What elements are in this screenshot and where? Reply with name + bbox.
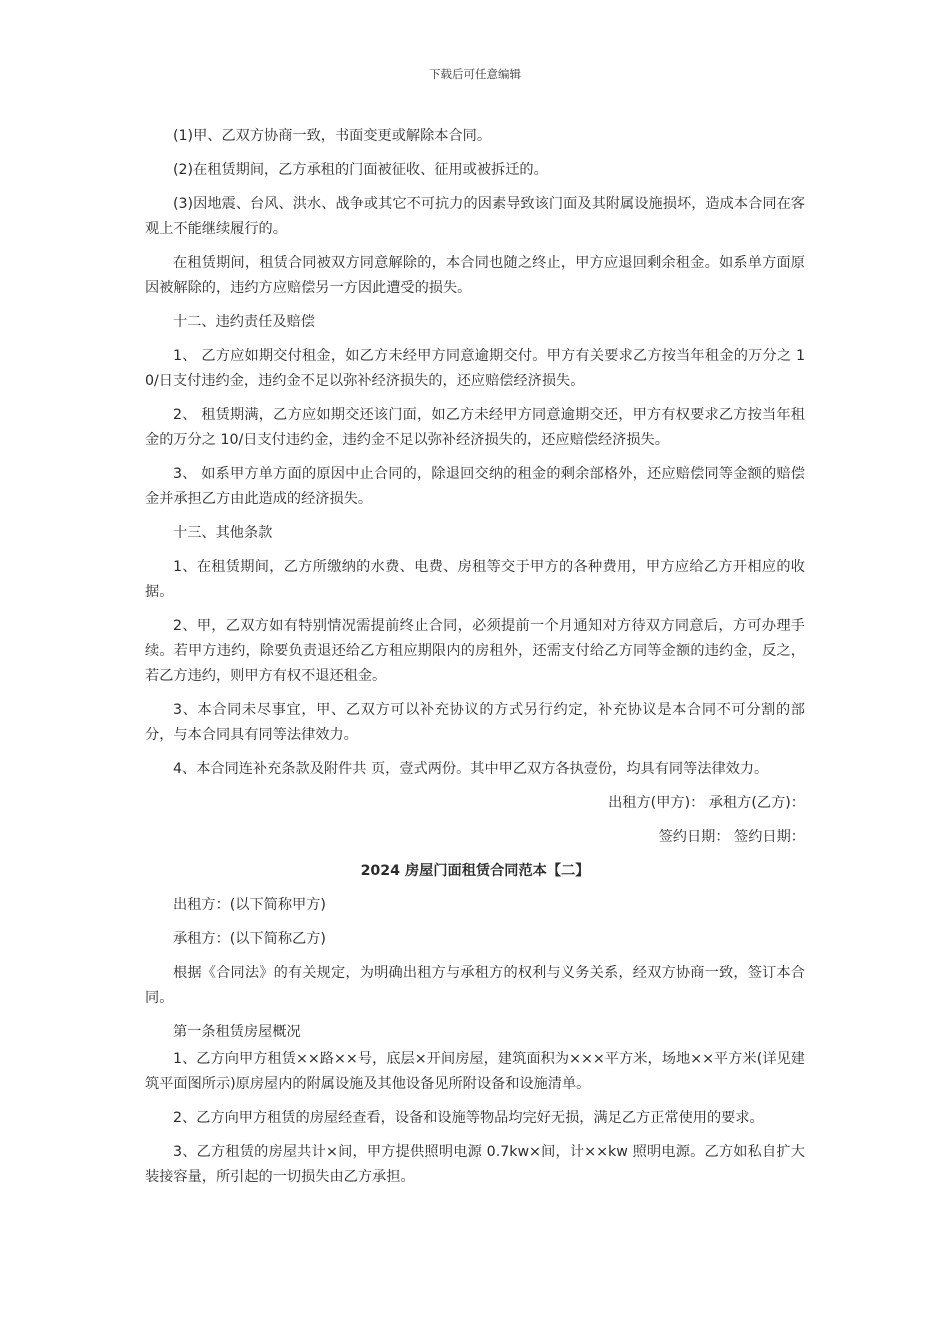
clause-paragraph: 3、乙方租赁的房屋共计×间，甲方提供照明电源 0.7kw×间，计××kw 照明电源。乙方如私自扩大装接容量，所引起的一切损失由乙方承担。 [145, 1144, 805, 1185]
clause-paragraph: 1、 乙方应如期交付租金，如乙方未经甲方同意逾期交付。甲方有关要求乙方按当年租金的万分之 10/日支付违约金，违约金不足以弥补经济损失的，还应赔偿经济损失。 [145, 348, 805, 389]
article-heading: 第一条租赁房屋概况 [173, 1024, 301, 1040]
signature-parties: 出租方(甲方)： 承租方(乙方)： [608, 795, 805, 811]
clause-paragraph: 2、 租赁期满，乙方应如期交还该门面，如乙方未经甲方同意逾期交还，甲方有权要求乙方按当年租金的万分之 10/日支付违约金，违约金不足以弥补经济损失的，还应赔偿经济损失。 [145, 407, 805, 448]
clause-paragraph: 4、本合同连补充条款及附件共 页，壹式两份。其中甲乙双方各执壹份，均具有同等法律效力。 [173, 761, 769, 777]
clause-paragraph: 2、甲，乙双方如有特别情况需提前终止合同，必须提前一个月通知对方待双方同意后，方可办理手续。若甲方违约，除要负责退还给乙方租应期限内的房租外，还需支付给乙方同等金额的违约金，反之，若乙方违约，则甲方有权不退还租金。 [145, 618, 805, 684]
preamble-paragraph: 根据《合同法》的有关规定，为明确出租方与承租方的权利与义务关系，经双方协商一致，签订本合同。 [145, 965, 805, 1006]
clause-paragraph: 3、本合同未尽事宜，甲、乙双方可以补充协议的方式另行约定，补充协议是本合同不可分割的部分，与本合同具有同等法律效力。 [145, 702, 805, 743]
clause-paragraph: 1、乙方向甲方租赁××路××号，底层×开间房屋，建筑面积为×××平方米，场地××平方米(详见建筑平面图所示)原房屋内的附属设施及其他设备见所附设备和设施清单。 [145, 1051, 805, 1092]
clause-paragraph: (3)因地震、台风、洪水、战争或其它不可抗力的因素导致该门面及其附属设施损坏，造成本合同在客观上不能继续履行的。 [145, 196, 805, 237]
section-heading: 十二、违约责任及赔偿 [173, 314, 315, 330]
clause-paragraph: 1、在租赁期间，乙方所缴纳的水费、电费、房租等交于甲方的各种费用，甲方应给乙方开相应的收据。 [145, 559, 805, 600]
party-line: 承租方：(以下简称乙方) [173, 931, 326, 947]
page-header: 下载后可任意编辑 [429, 67, 521, 81]
clause-paragraph: (1)甲、乙双方协商一致，书面变更或解除本合同。 [173, 128, 492, 144]
clause-paragraph: 3、 如系甲方单方面的原因中止合同的，除退回交纳的租金的剩余部格外，还应赔偿同等金额的赔偿金并承担乙方由此造成的经济损失。 [145, 466, 805, 507]
signature-dates: 签约日期： 签约日期： [658, 829, 805, 845]
document-body [145, 124, 805, 1199]
section-heading: 十三、其他条款 [173, 525, 273, 541]
clause-paragraph: 2、乙方向甲方租赁的房屋经查看，设备和设施等物品均完好无损，满足乙方正常使用的要求。 [173, 1110, 764, 1126]
party-line: 出租方：(以下简称甲方) [173, 897, 326, 913]
contract-title: 2024 房屋门面租赁合同范本【二】 [360, 863, 590, 879]
clause-paragraph: (2)在租赁期间，乙方承租的门面被征收、征用或被拆迁的。 [173, 162, 548, 178]
clause-paragraph: 在租赁期间，租赁合同被双方同意解除的，本合同也随之终止，甲方应退回剩余租金。如系单方面原因被解除的，违约方应赔偿另一方因此遭受的损失。 [145, 255, 805, 296]
